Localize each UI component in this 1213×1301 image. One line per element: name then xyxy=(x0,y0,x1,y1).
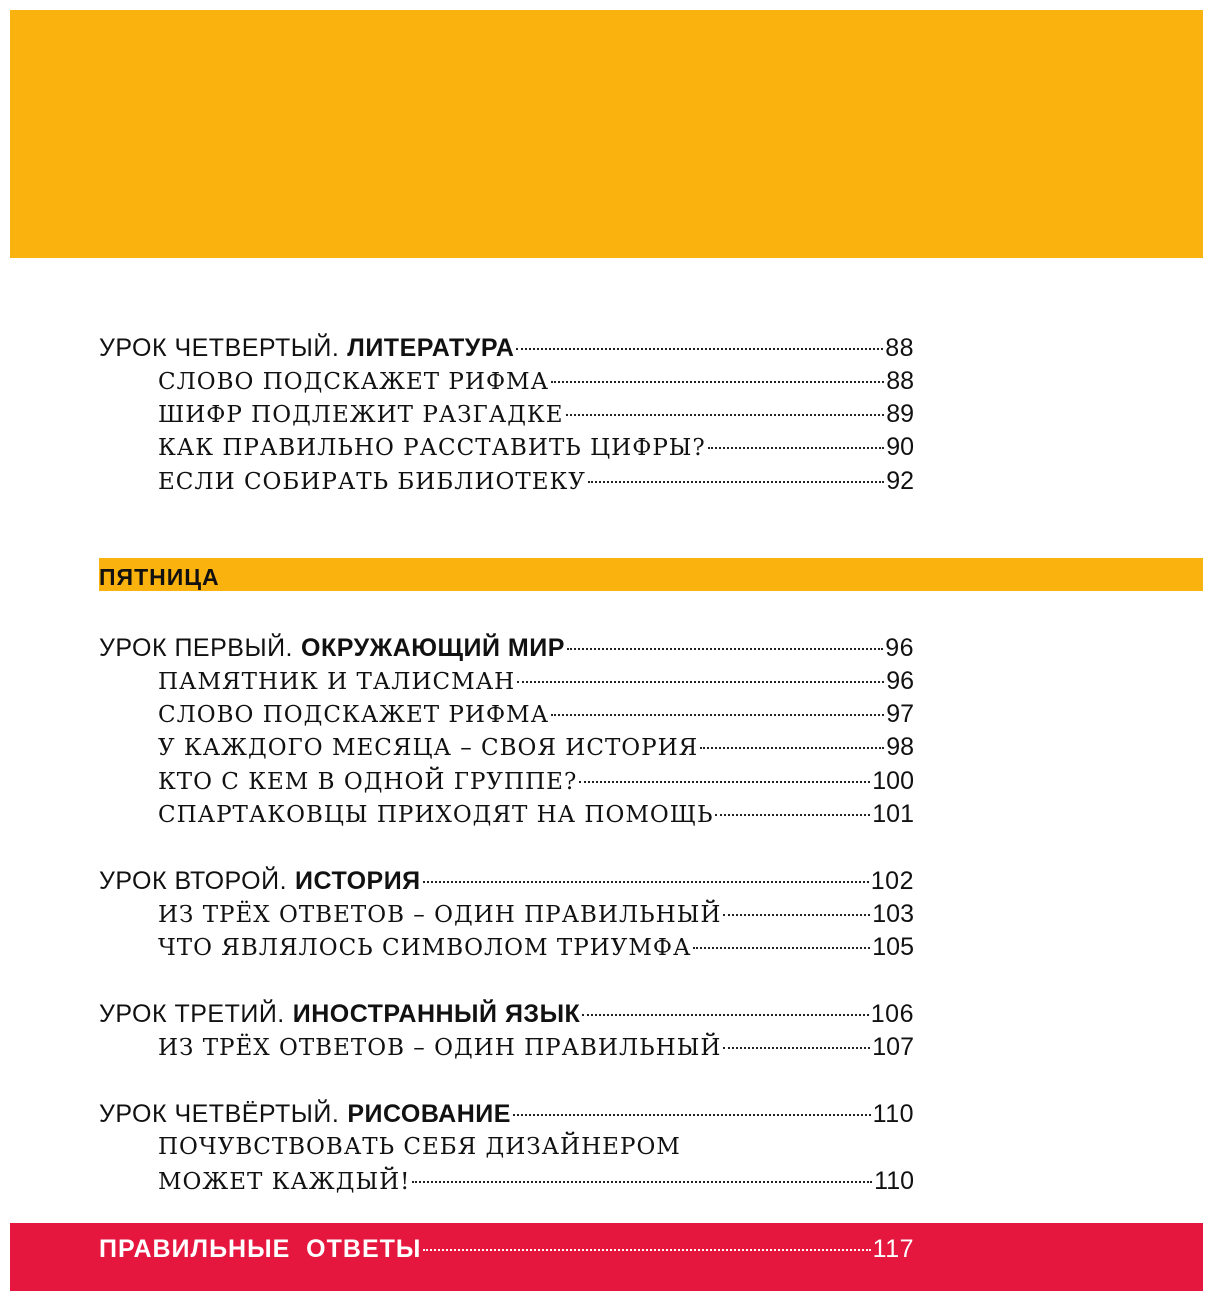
entry-title: ШИФР ПОДЛЕЖИТ РАЗГАДКЕ xyxy=(158,402,564,428)
entry-title: СПАРТАКОВЦЫ ПРИХОДЯТ НА ПОМОЩЬ xyxy=(158,802,714,828)
toc-entry[interactable] xyxy=(158,665,914,699)
page-number: 110 xyxy=(874,1167,914,1195)
page-number: 105 xyxy=(872,933,914,961)
header-color-band xyxy=(10,10,1203,258)
toc-lesson-drawing[interactable] xyxy=(99,1098,914,1131)
entry-title: КТО С КЕМ В ОДНОЙ ГРУППЕ? xyxy=(158,769,578,795)
entry-title: ПАМЯТНИК И ТАЛИСМАН xyxy=(158,669,516,695)
page-number: 117 xyxy=(872,1235,914,1263)
lesson-prefix: УРОК ЧЕТВЕРТЫЙ. xyxy=(99,334,340,362)
lesson-subject: ИНОСТРАННЫЙ ЯЗЫК xyxy=(292,1000,581,1028)
dot-leader xyxy=(700,747,884,749)
page-number: 110 xyxy=(872,1100,914,1128)
toc-entry[interactable] xyxy=(158,731,914,765)
lesson-prefix: УРОК ВТОРОЙ. xyxy=(99,867,288,895)
entry-title: ИЗ ТРЁХ ОТВЕТОВ – ОДИН ПРАВИЛЬНЫЙ xyxy=(158,902,722,928)
toc-entry[interactable] xyxy=(158,398,914,432)
day-heading-band xyxy=(99,558,1203,591)
toc-lesson-world[interactable] xyxy=(99,632,914,665)
dot-leader xyxy=(551,714,884,716)
page-number: 92 xyxy=(886,467,914,495)
toc-entry[interactable] xyxy=(158,898,914,932)
entry-title: ПОЧУВСТВОВАТЬ СЕБЯ ДИЗАЙНЕРОМ xyxy=(158,1134,681,1160)
page-number: 88 xyxy=(886,367,914,395)
entry-title: КАК ПРАВИЛЬНО РАССТАВИТЬ ЦИФРЫ? xyxy=(158,435,706,461)
dot-leader xyxy=(513,1114,871,1116)
toc-lesson-history[interactable] xyxy=(99,865,914,898)
toc-entry[interactable] xyxy=(158,698,914,732)
toc-lesson-literature[interactable] xyxy=(99,332,914,365)
answers-title: ПРАВИЛЬНЫЕ ОТВЕТЫ xyxy=(99,1235,422,1263)
toc-entry[interactable] xyxy=(158,1031,914,1065)
dot-leader xyxy=(423,1249,870,1251)
day-heading: ПЯТНИЦА xyxy=(99,564,220,590)
dot-leader xyxy=(588,481,884,483)
entry-title: МОЖЕТ КАЖДЫЙ! xyxy=(158,1169,411,1195)
dot-leader xyxy=(412,1181,872,1183)
toc-entry[interactable] xyxy=(158,431,914,465)
toc-entry[interactable] xyxy=(158,365,914,399)
dot-leader xyxy=(516,348,883,350)
entry-title: СЛОВО ПОДСКАЖЕТ РИФМА xyxy=(158,369,550,395)
toc-lesson-foreign-language[interactable] xyxy=(99,998,914,1031)
toc-entry-line1[interactable] xyxy=(158,1131,914,1164)
page-number: 106 xyxy=(870,1000,914,1028)
lesson-subject: ИСТОРИЯ xyxy=(295,867,421,895)
dot-leader xyxy=(423,881,869,883)
entry-title: СЛОВО ПОДСКАЖЕТ РИФМА xyxy=(158,702,550,728)
toc-answers[interactable] xyxy=(99,1233,914,1266)
dot-leader xyxy=(715,814,870,816)
dot-leader xyxy=(723,1047,870,1049)
lesson-prefix: УРОК ПЕРВЫЙ. xyxy=(99,634,294,662)
toc-entry[interactable] xyxy=(158,765,914,799)
lesson-subject: РИСОВАНИЕ xyxy=(347,1100,511,1128)
toc-entry[interactable] xyxy=(158,798,914,832)
dot-leader xyxy=(551,381,884,383)
dot-leader xyxy=(566,414,885,416)
dot-leader xyxy=(708,447,884,449)
lesson-subject: ОКРУЖАЮЩИЙ МИР xyxy=(301,634,565,662)
toc-entry-line2[interactable] xyxy=(158,1165,914,1199)
entry-title: ЧТО ЯВЛЯЛОСЬ СИМВОЛОМ ТРИУМФА xyxy=(158,935,692,961)
toc-entry[interactable] xyxy=(158,931,914,965)
entry-title: ИЗ ТРЁХ ОТВЕТОВ – ОДИН ПРАВИЛЬНЫЙ xyxy=(158,1035,722,1061)
page-number: 88 xyxy=(885,334,914,362)
entry-title: ЕСЛИ СОБИРАТЬ БИБЛИОТЕКУ xyxy=(158,469,586,495)
page-number: 97 xyxy=(886,700,914,728)
page-number: 98 xyxy=(886,733,914,761)
page-number: 96 xyxy=(886,667,914,695)
page-number: 102 xyxy=(870,867,914,895)
toc-entry[interactable] xyxy=(158,465,914,499)
page-number: 101 xyxy=(872,800,914,828)
page-number: 96 xyxy=(885,634,914,662)
page-number: 103 xyxy=(872,900,914,928)
dot-leader xyxy=(567,648,883,650)
page-number: 100 xyxy=(872,767,914,795)
lesson-subject: ЛИТЕРАТУРА xyxy=(347,334,515,362)
entry-title: У КАЖДОГО МЕСЯЦА – СВОЯ ИСТОРИЯ xyxy=(158,735,699,761)
lesson-prefix: УРОК ТРЕТИЙ. xyxy=(99,1000,285,1028)
lesson-prefix: УРОК ЧЕТВЁРТЫЙ. xyxy=(99,1100,340,1128)
dot-leader xyxy=(517,681,884,683)
page-number: 90 xyxy=(886,433,914,461)
dot-leader xyxy=(693,947,870,949)
dot-leader xyxy=(582,1014,868,1016)
dot-leader xyxy=(723,914,870,916)
page-number: 89 xyxy=(886,400,914,428)
page-number: 107 xyxy=(872,1033,914,1061)
dot-leader xyxy=(579,781,870,783)
